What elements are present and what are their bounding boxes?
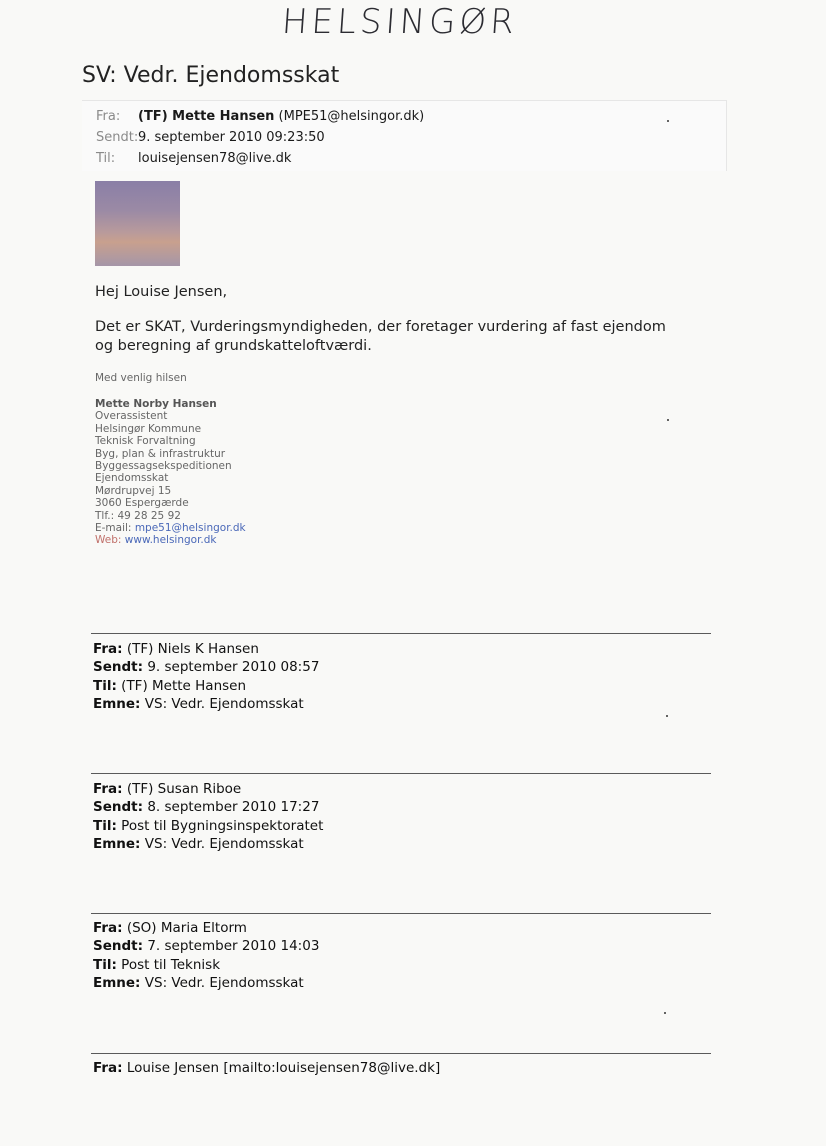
from-label: Fra: <box>96 109 121 124</box>
forward-from: Fra: Louise Jensen [mailto:louisejensen78@live.dk] <box>93 1060 441 1076</box>
forward-separator <box>91 1053 711 1054</box>
forward-sent: Sendt: 8. september 2010 17:27 <box>93 799 320 816</box>
forward-subject: Emne: VS: Vedr. Ejendomsskat <box>93 836 304 853</box>
scan-speck <box>667 419 669 421</box>
forward-from: Fra: (SO) Maria Eltorm <box>93 920 247 936</box>
greeting: Hej Louise Jensen, <box>95 284 228 300</box>
forward-separator <box>91 773 711 774</box>
forward-to: Til: (TF) Mette Hansen <box>93 677 247 694</box>
header-from-row <box>96 109 424 124</box>
signature-phone: Tlf.: 49 28 25 92 <box>95 509 181 522</box>
signature-dept: Teknisk Forvaltning <box>95 435 196 448</box>
scan-speck <box>666 715 668 717</box>
signature-web-row <box>95 534 246 546</box>
forward-separator <box>91 913 711 914</box>
web-link[interactable]: www.helsingor.dk <box>124 534 217 547</box>
forward-subject: Emne: VS: Vedr. Ejendomsskat <box>93 975 304 992</box>
recipient-email: louisejensen78@live.dk <box>138 151 292 166</box>
sent-label: Sendt: <box>96 130 139 145</box>
email-subject: SV: Vedr. Ejendomsskat <box>82 63 340 88</box>
sender-email: (MPE51@helsingor.dk) <box>278 109 425 124</box>
header-sent-row <box>96 130 325 145</box>
forwarded-header <box>93 640 319 714</box>
sender-avatar <box>95 181 180 266</box>
forward-to: Til: Post til Teknisk <box>93 956 221 973</box>
handwritten-annotation: HELSINGØR <box>280 2 520 42</box>
message-body <box>95 318 675 356</box>
signature-city: 3060 Espergærde <box>95 497 189 510</box>
email-header <box>82 100 727 171</box>
sender-name: (TF) Mette Hansen <box>138 109 275 124</box>
forward-from: Fra: (TF) Susan Riboe <box>93 781 242 797</box>
forward-separator <box>91 633 711 634</box>
forward-sent: Sendt: 9. september 2010 08:57 <box>93 659 320 676</box>
scan-speck <box>667 120 669 122</box>
email-link[interactable]: mpe51@helsingor.dk <box>134 522 246 535</box>
header-to-row <box>96 151 291 166</box>
web-label: Web: <box>95 534 122 547</box>
forward-to: Til: Post til Bygningsinspektoratet <box>93 817 324 834</box>
signature-street: Mørdrupvej 15 <box>95 484 172 497</box>
forwarded-header <box>93 780 323 854</box>
forward-subject: Emne: VS: Vedr. Ejendomsskat <box>93 696 304 713</box>
forwarded-header <box>93 919 319 993</box>
scan-speck <box>664 1012 666 1014</box>
signature-dept: Byggessagsekspeditionen <box>95 460 232 473</box>
to-label: Til: <box>96 151 116 166</box>
sent-value: 9. september 2010 09:23:50 <box>138 130 325 145</box>
signature-email-row <box>95 522 246 534</box>
signature-dept: Ejendomsskat <box>95 472 169 485</box>
email-label: E-mail: <box>95 522 132 535</box>
forward-sent: Sendt: 7. september 2010 14:03 <box>93 938 320 955</box>
signature-org: Helsingør Kommune <box>95 422 202 435</box>
message-line-2: og beregning af grundskatteloftværdi. <box>95 338 372 354</box>
forwarded-header <box>93 1059 440 1077</box>
signature-dept: Byg, plan & infrastruktur <box>95 447 226 460</box>
closing: Med venlig hilsen <box>95 372 187 384</box>
signature-block <box>95 398 246 547</box>
signature-name: Mette Norby Hansen <box>95 398 217 410</box>
forward-from: Fra: (TF) Niels K Hansen <box>93 641 259 657</box>
message-line-1: Det er SKAT, Vurderingsmyndigheden, der foretager vurdering af fast ejendom <box>95 319 666 335</box>
signature-title: Overassistent <box>95 410 168 423</box>
